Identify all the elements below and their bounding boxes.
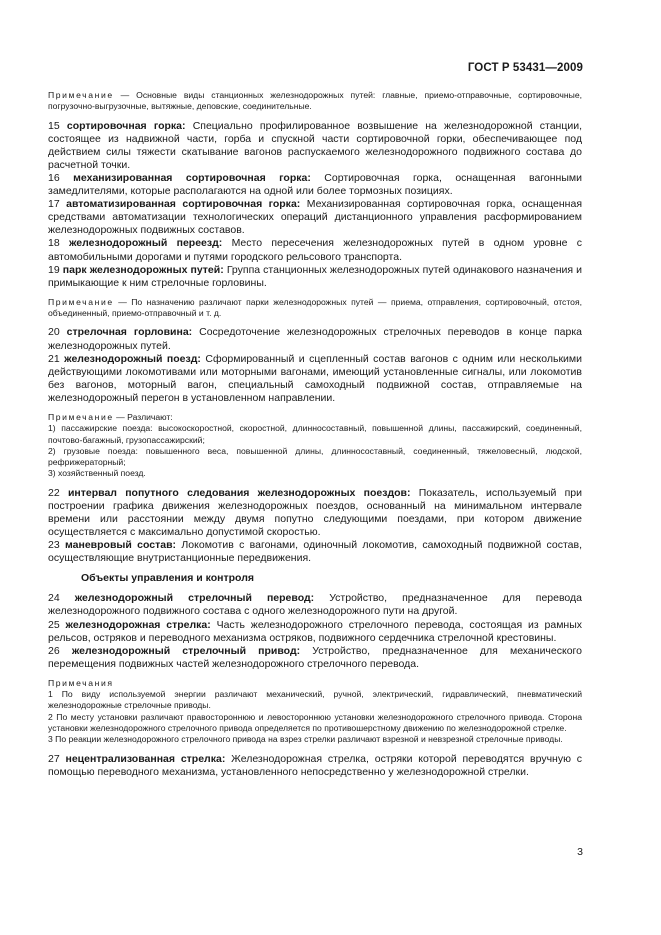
term-definition: Устройство, предназначенное для механического перемещения подвижных частей железнодорожного стрелочного перевода.: [48, 644, 582, 670]
term-name: механизированная сортировочная горка:: [73, 171, 311, 184]
term-15: [48, 120, 582, 172]
note-item: 2) грузовые поезда: повышенного веса, повышенной длины, длинносоставный, соединенный, тяжеловесный, людской, рефрижераторный;: [48, 445, 582, 468]
term-definition: Специально профилированное возвышение на железнодорожной станции, состоящее из надвижной части, горба и спускной части сортировочной горки, обеспечивающее под действием силы тяжести скатывание вагонов распускаемого железнодорожного подвижного состава до расчетной точки.: [48, 119, 582, 171]
term-25: [48, 619, 582, 645]
term-definition: Группа станционных железнодорожных путей одинакового назначения и примыкающие к ним стрелочные горловины.: [48, 263, 582, 289]
note-lead: Примечание: [48, 90, 114, 100]
term-name: парк железнодорожных путей:: [62, 263, 224, 276]
term-22: [48, 487, 582, 539]
term-definition: Место пересечения железнодорожных путей в одном уровне с автомобильными дорогами и путями городского рельсового транспорта.: [48, 237, 583, 263]
note-switch-drives: [48, 678, 582, 689]
note-station-tracks: [48, 90, 582, 113]
note-train-types: [48, 412, 582, 423]
term-17: [48, 198, 582, 237]
term-19: [48, 264, 582, 290]
term-number: 22: [48, 486, 60, 499]
note-item: 3) хозяйственный поезд.: [48, 468, 146, 479]
term-definition: Часть железнодорожного стрелочного перевода, состоящая из рамных рельсов, остряков и переводного механизма остряков, подвижного сердечника стрелочной крестовины.: [48, 618, 583, 644]
term-number: 27: [48, 752, 60, 765]
term-number: 15: [48, 119, 60, 132]
note-lead: Примечание: [48, 296, 114, 307]
term-number: 26: [48, 644, 60, 657]
term-23: [48, 539, 582, 565]
note-item: 3 По реакции железнодорожного стрелочного привода на взрез стрелки различают взрезной и невзрезной стрелочные приводы.: [48, 734, 563, 745]
term-definition: Сформированный и сцепленный состав вагонов с одним или несколькими действующими локомотивами или моторными вагонами, имеющий установленные сигналы, или локомотив без вагонов, моторный вагон, специальный самоходный подвижной состав, отправляемые на железнодорожный перегон в установленном направлении.: [48, 352, 583, 404]
term-name: железнодорожный переезд:: [68, 237, 223, 250]
standard-designation: ГОСТ Р 53431—2009: [467, 62, 583, 74]
term-name: железнодорожный поезд:: [64, 352, 201, 365]
note-item: 1 По виду используемой энергии различают механический, ручной, электрический, гидравлический, пневматический железнодорожные стрелочные приводы.: [48, 689, 582, 711]
term-number: 21: [48, 352, 60, 365]
term-20: [48, 326, 582, 352]
note-text: — По назначению различают парки железнодорожных путей — приема, отправления, сортировочный, отстоя, объединенный, приемо-отправочный и т. д.: [48, 296, 582, 319]
term-number: 18: [48, 237, 60, 250]
term-number: 17: [48, 198, 60, 211]
term-16: [48, 172, 582, 198]
term-definition: Устройство, предназначенное для перевода железнодорожного подвижного состава с одного железнодорожного пути на другой.: [48, 592, 582, 618]
term-21: [48, 353, 582, 405]
term-number: 16: [48, 171, 60, 184]
term-name: нецентрализованная стрелка:: [65, 752, 226, 765]
term-number: 24: [48, 592, 60, 605]
document-body: [48, 90, 582, 779]
term-name: железнодорожный стрелочный перевод:: [74, 592, 315, 605]
term-definition: Сосредоточение железнодорожных стрелочных переводов в конце парка железнодорожных путей.: [48, 326, 583, 352]
term-name: интервал попутного следования железнодорожных поездов:: [67, 486, 411, 499]
term-26: [48, 645, 582, 671]
term-name: автоматизированная сортировочная горка:: [66, 198, 301, 211]
page-number: 3: [577, 846, 583, 858]
term-number: 20: [48, 326, 60, 339]
note-lead: Примечание: [48, 411, 114, 422]
note-track-parks: [48, 297, 582, 320]
term-definition: Локомотив с вагонами, одиночный локомотив, самоходный подвижной состав, осуществляющие внутристанционные передвижения.: [48, 539, 583, 565]
term-name: сортировочная горка:: [66, 119, 186, 132]
note-lead: Примечания: [48, 677, 114, 688]
note-item: 2 По месту установки различают правостороннюю и левостороннюю установки железнодорожного стрелочного привода. Сторона установки железнодорожного стрелочного привода определяется по противошерстному движению по железнодорожной стрелке.: [48, 711, 582, 734]
note-text: — Различают:: [116, 411, 173, 422]
term-name: стрелочная горловина:: [66, 326, 193, 339]
term-27: [48, 753, 582, 779]
section-title: Объекты управления и контроля: [81, 572, 255, 585]
term-name: маневровый состав:: [65, 539, 177, 552]
term-number: 19: [48, 263, 60, 276]
term-definition: Механизированная сортировочная горка, оснащенная средствами автоматизации технологических операций дистанционного управления расформированием железнодорожных подвижных составов.: [48, 198, 583, 237]
term-definition: Показатель, используемый при построении графика движения железнодорожных поездов, основанный на минимальном интервале времени или расстоянии между двумя попутно следующими поездами, при котором движение осуществляется с максимально допустимой скоростью.: [48, 486, 582, 539]
term-definition: Железнодорожная стрелка, остряки которой переводятся вручную с помощью переводного механизма, установленного непосредственно у железнодорожной стрелки.: [48, 752, 583, 778]
term-definition: Сортировочная горка, оснащенная вагонными замедлителями, которые располагаются на одной или более тормозных позициях.: [48, 171, 582, 198]
note-text: — Основные виды станционных железнодорожных путей: главные, приемо-отправочные, сортировочные, погрузочно-выгрузочные, вытяжные, деповские, соединительные.: [48, 90, 582, 112]
term-18: [48, 237, 582, 263]
term-24: [48, 592, 582, 618]
note-item: 1) пассажирские поезда: высокоскоростной, скоростной, длинносоставный, повышенной длины, пассажирский, соединенный, почтово-багажный, грузопассажирский;: [48, 423, 582, 445]
term-name: железнодорожный стрелочный привод:: [71, 644, 301, 657]
term-number: 25: [48, 618, 60, 631]
term-name: железнодорожная стрелка:: [65, 618, 211, 631]
term-number: 23: [48, 539, 60, 552]
